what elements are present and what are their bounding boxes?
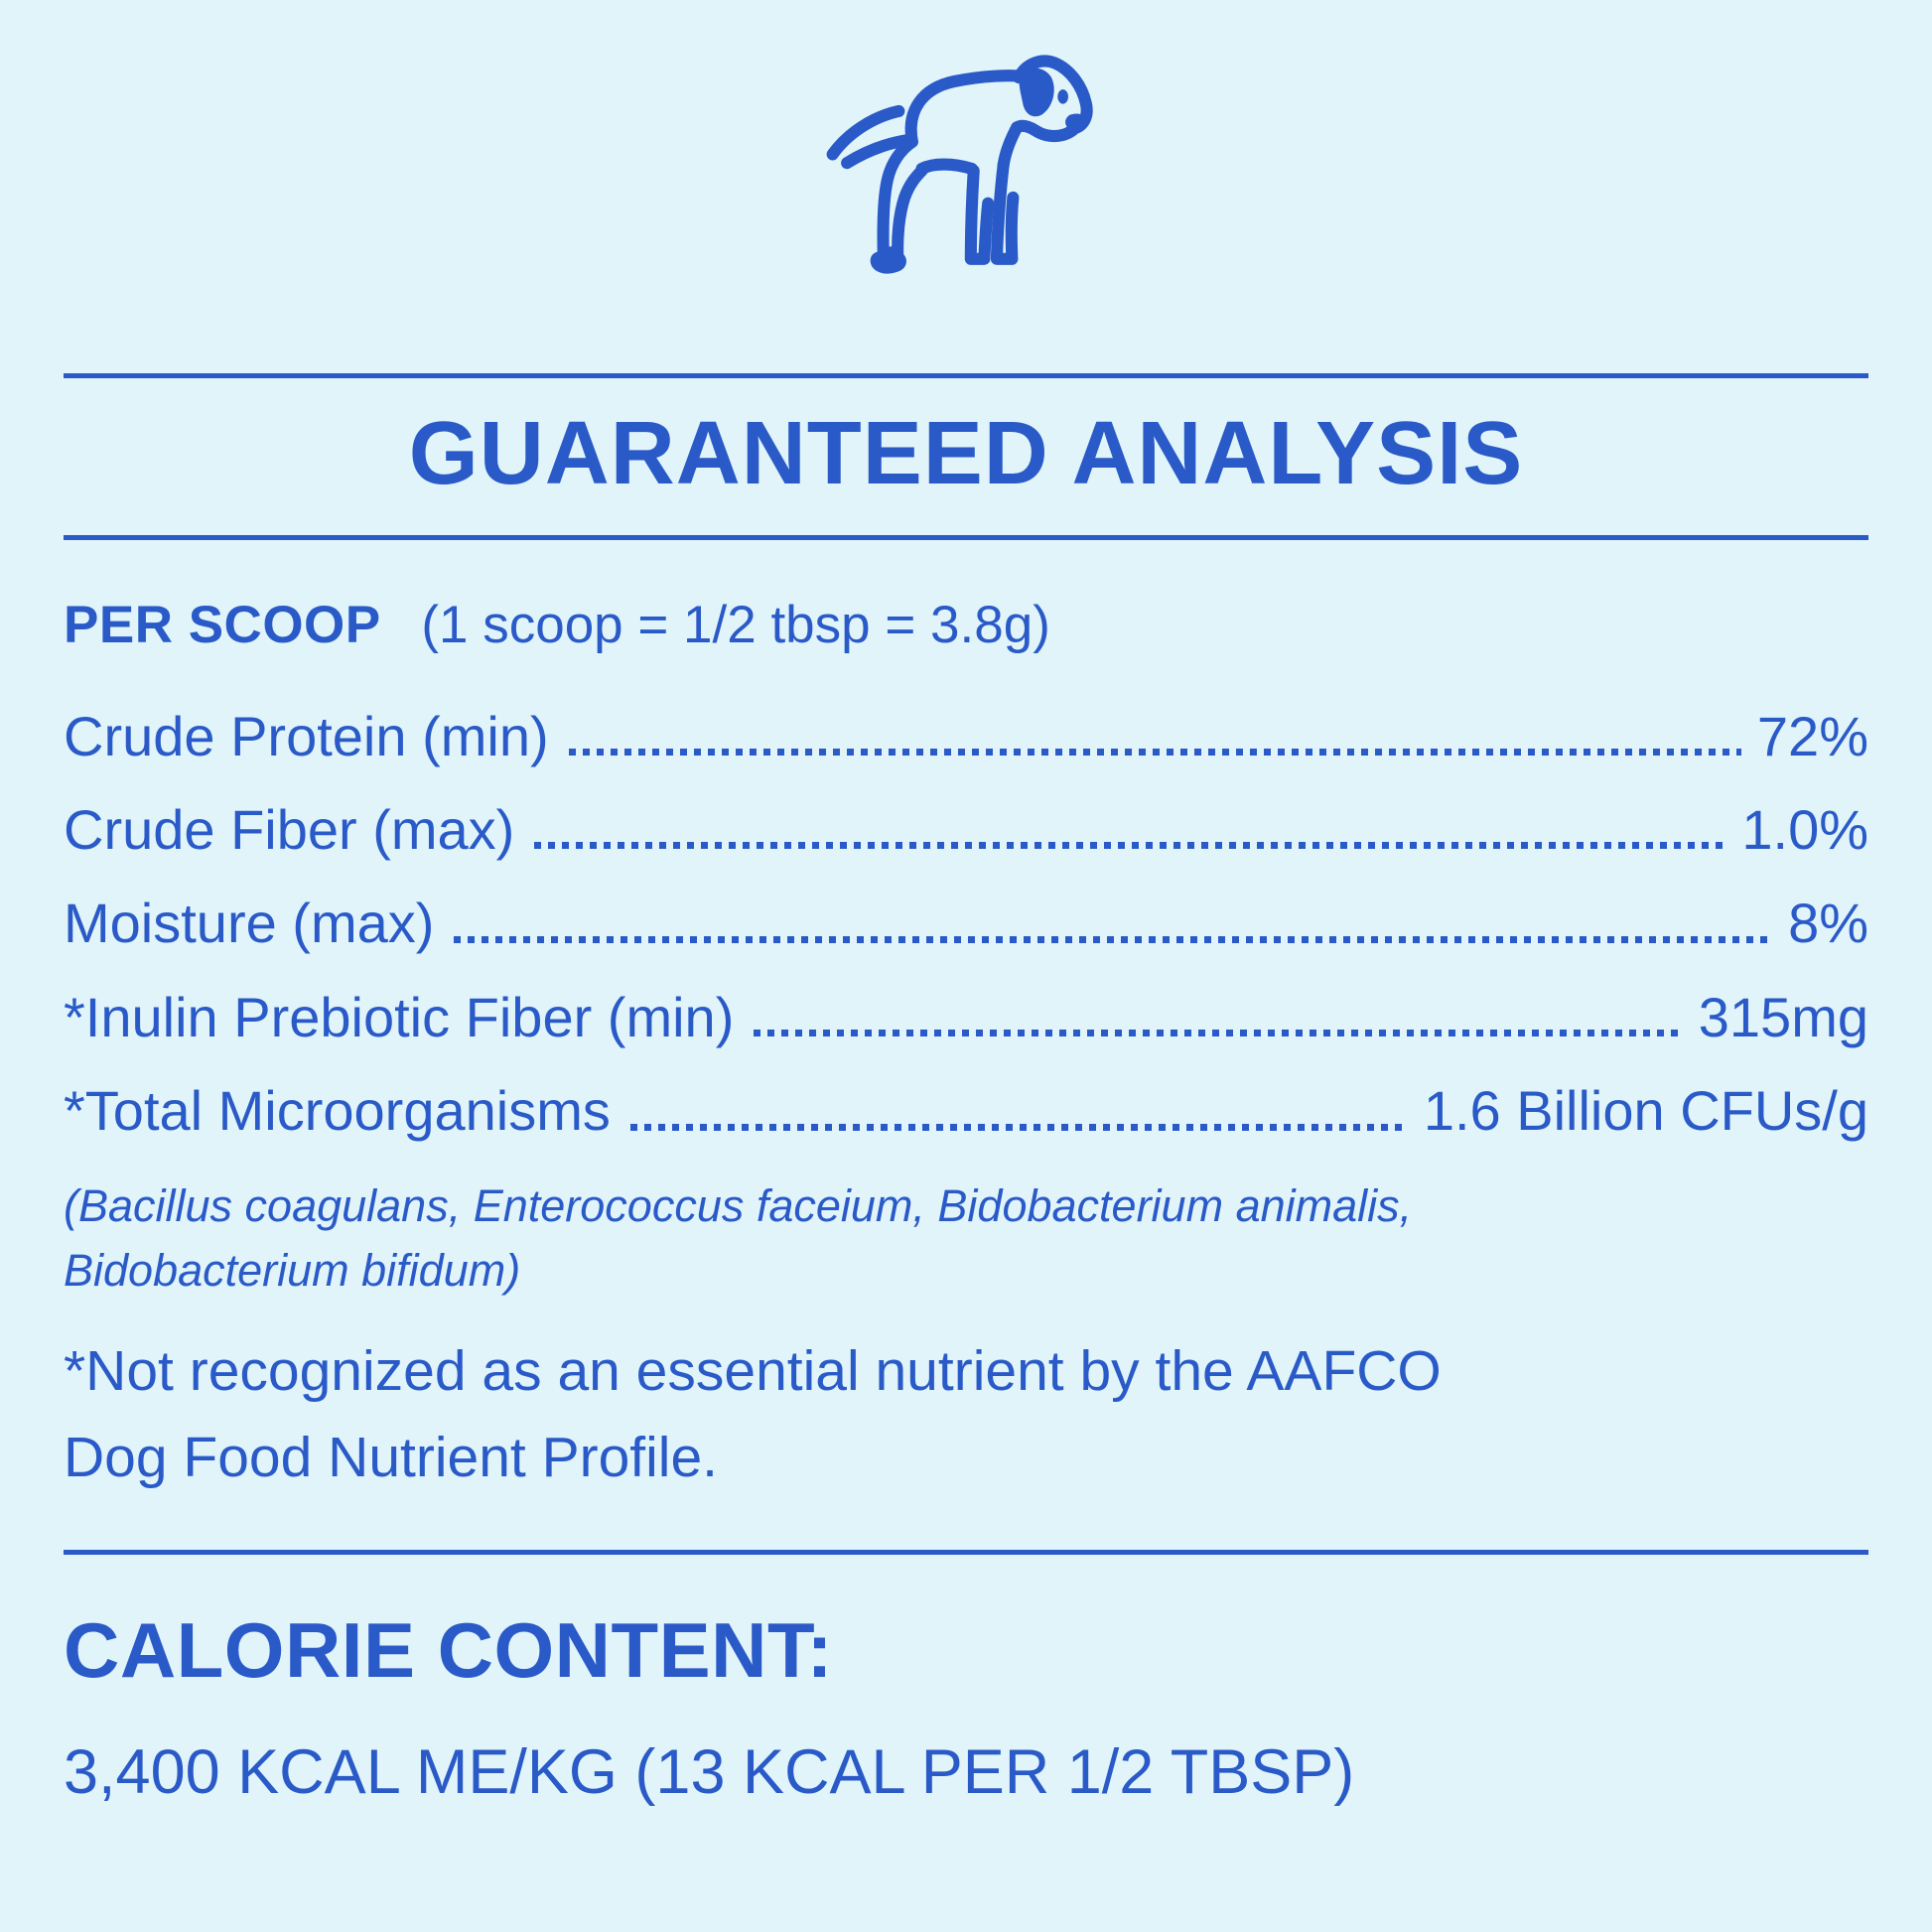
- nutrient-label: *Inulin Prebiotic Fiber (min): [64, 985, 735, 1048]
- dot-leader: [630, 1124, 1408, 1131]
- analysis-row-inulin-prebiotic-fiber: [64, 986, 1868, 1049]
- nutrient-value: 1.0%: [1741, 797, 1868, 861]
- per-scoop-label: PER SCOOP: [64, 596, 381, 654]
- divider-top: [64, 373, 1868, 378]
- nutrient-value: 8%: [1788, 892, 1868, 955]
- aafco-footnote: *Not recognized as an essential nutrient by the AAFCO Dog Food Nutrient Profile.: [64, 1339, 1442, 1489]
- nutrient-value: 315mg: [1698, 985, 1868, 1048]
- nutrient-value: 72%: [1756, 704, 1868, 767]
- dot-leader: [569, 749, 1741, 756]
- nutrient-label: Crude Protein (min): [64, 704, 549, 767]
- analysis-row-total-microorganisms: [64, 1079, 1868, 1143]
- analysis-rows: [64, 705, 1868, 1144]
- analysis-row-crude-fiber: [64, 798, 1868, 862]
- analysis-row-moisture: [64, 892, 1868, 955]
- nutrient-value: 1.6 Billion CFUs/g: [1423, 1079, 1868, 1143]
- analysis-row-crude-protein: [64, 705, 1868, 768]
- dog-pooping-icon: [64, 0, 1868, 282]
- per-scoop-note: (1 scoop = 1/2 tbsp = 3.8g): [421, 596, 1050, 654]
- dot-leader: [534, 842, 1725, 849]
- calorie-content-value: 3,400 KCAL ME/KG (13 KCAL PER 1/2 TBSP): [64, 1736, 1355, 1807]
- dot-leader: [454, 936, 1772, 943]
- section-title: GUARANTEED ANALYSIS: [408, 404, 1524, 503]
- per-scoop-line: [64, 594, 1868, 657]
- divider-bottom: [64, 1550, 1868, 1555]
- microorganism-species-list: (Bacillus coagulans, Enterococcus faceium, Bidobacterium animalis, Bidobacterium bifidum): [64, 1179, 1413, 1296]
- nutrient-label: *Total Microorganisms: [64, 1079, 611, 1143]
- calorie-content-title: CALORIE CONTENT:: [64, 1606, 833, 1695]
- nutrient-label: Crude Fiber (max): [64, 797, 515, 861]
- nutrient-label: Moisture (max): [64, 892, 435, 955]
- divider-under-title: [64, 535, 1868, 540]
- dot-leader: [754, 1030, 1682, 1036]
